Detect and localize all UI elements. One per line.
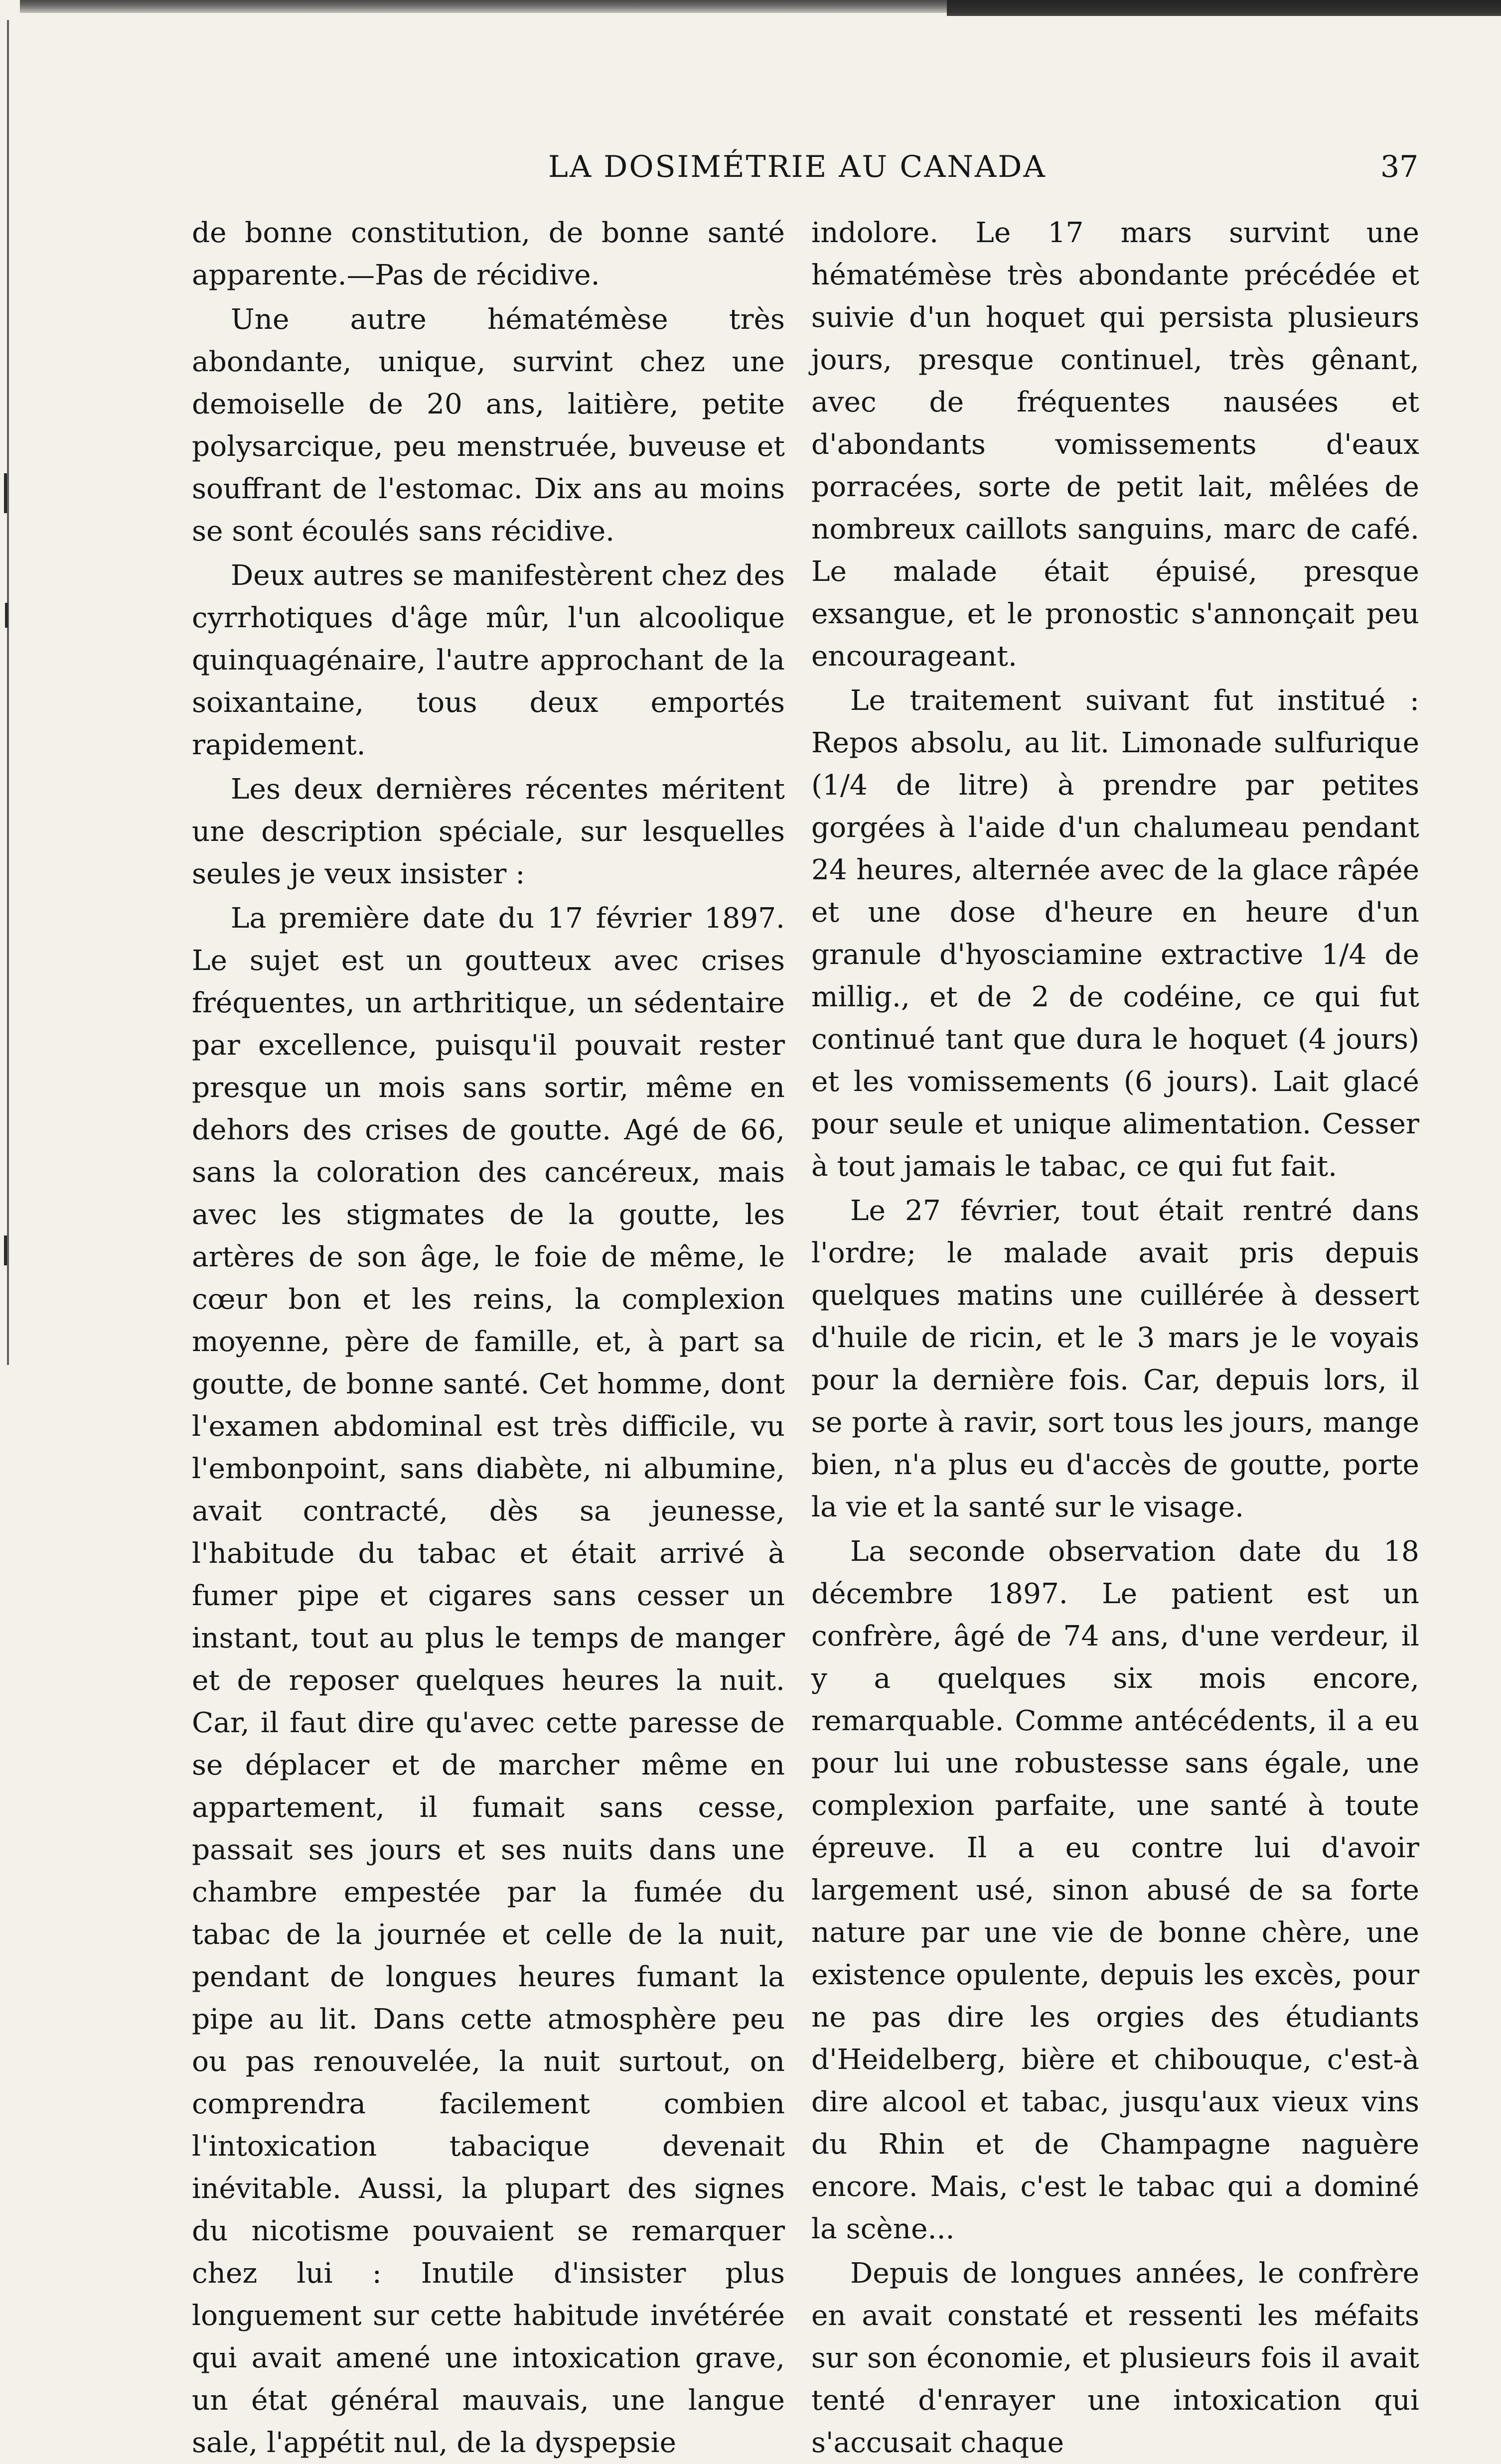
- left-column: [192, 212, 785, 2464]
- paragraph: Une autre hématémèse très abondante, unique, survint chez une demoiselle de 20 ans, laitière, petite polysarcique, peu menstruée, buveuse et souffrant de l'estomac. Dix ans au moins se sont écoulés sans récidive.: [192, 303, 785, 548]
- binding-mark: [4, 1235, 7, 1265]
- paragraph: Depuis de longues années, le confrère en avait constaté et ressenti les méfaits sur son économie, et plusieurs fois il avait tenté d'enrayer une intoxication qui s'accusait chaque: [811, 2257, 1419, 2459]
- paragraph: Le 27 février, tout était rentré dans l'ordre; le malade avait pris depuis quelques matins une cuillérée à dessert d'huile de ricin, et le 3 mars je le voyais pour la dernière fois. Car, depuis lors, il se porte à ravir, sort tous les jours, mange bien, n'a plus eu d'accès de goutte, porte la vie et la santé sur le visage.: [811, 1195, 1419, 1523]
- binding-mark: [5, 603, 8, 628]
- paragraph: La seconde observation date du 18 décembre 1897. Le patient est un confrère, âgé de 74 ans, d'une verdeur, il y a quelques six mois encore, remarquable. Comme antécédents, il a eu pour lui une robustesse sans égale, une complexion parfaite, une santé à toute épreuve. Il a eu contre lui d'avoir largement usé, sinon abusé de sa forte nature par une vie de bonne chère, une existence opulente, depuis les excès, pour ne pas dire les orgies des étudiants d'Heidelberg, bière et chibouque, c'est-à dire alcool et tabac, jusqu'aux vieux vins du Rhin et de Champagne naguère encore. Mais, c'est le tabac qui a dominé la scène...: [811, 1535, 1419, 2245]
- paragraph: Deux autres se manifestèrent chez des cyrrhotiques d'âge mûr, l'un alcoolique quinquagénaire, l'autre approchant de la soixantaine, tous deux emportés rapidement.: [192, 559, 785, 761]
- running-title: LA DOSIMÉTRIE AU CANADA: [548, 149, 1047, 184]
- paragraph: de bonne constitution, de bonne santé apparente.—Pas de récidive.: [192, 217, 785, 291]
- page-number: 37: [1380, 149, 1419, 184]
- binding-mark: [4, 473, 7, 513]
- paragraph: indolore. Le 17 mars survint une hématémèse très abondante précédée et suivie d'un hoquet qui persista plusieurs jours, presque continuel, très gênant, avec de fréquentes nausées et d'abondants vomissements d'eaux porracées, sorte de petit lait, mêlées de nombreux caillots sanguins, marc de café. Le malade était épuisé, presque exsangue, et le pronostic s'annonçait peu encourageant.: [811, 217, 1419, 673]
- scan-edge-dark: [947, 0, 1501, 16]
- right-column: [811, 212, 1419, 2464]
- paragraph: Le traitement suivant fut institué : Repos absolu, au lit. Limonade sulfurique (1/4 de litre) à prendre par petites gorgées à l'aide d'un chalumeau pendant 24 heures, alternée avec de la glace râpée et une dose d'heure en heure d'un granule d'hyosciamine extractive 1/4 de millig., et de 2 de codéine, ce qui fut continué tant que dura le hoquet (4 jours) et les vomissements (6 jours). Lait glacé pour seule et unique alimentation. Cesser à tout jamais le tabac, ce qui fut fait.: [811, 684, 1419, 1183]
- paragraph: Les deux dernières récentes méritent une description spéciale, sur lesquelles seules je veux insister :: [192, 773, 785, 890]
- binding-edge-line: [7, 20, 9, 1365]
- paragraph: La première date du 17 février 1897. Le sujet est un goutteux avec crises fréquentes, un arthritique, un sédentaire par excellence, puisqu'il pouvait rester presque un mois sans sortir, même en dehors des crises de goutte. Agé de 66, sans la coloration des cancéreux, mais avec les stigmates de la goutte, les artères de son âge, le foie de même, le cœur bon et les reins, la complexion moyenne, père de famille, et, à part sa goutte, de bonne santé. Cet homme, dont l'examen abdominal est très difficile, vu l'embonpoint, sans diabète, ni albumine, avait contracté, dès sa jeunesse, l'habitude du tabac et était arrivé à fumer pipe et cigares sans cesser un instant, tout au plus le temps de manger et de reposer quelques heures la nuit. Car, il faut dire qu'avec cette paresse de se déplacer et de marcher même en appartement, il fumait sans cesse, passait ses jours et ses nuits dans une chambre empestée par la fumée du tabac de la journée et celle de la nuit, pendant de longues heures fumant la pipe au lit. Dans cette atmosphère peu ou pas renouvelée, la nuit surtout, on comprendra facilement combien l'intoxication tabacique devenait inévitable. Aussi, la plupart des signes du nicotisme pouvaient se remarquer chez lui : Inutile d'insister plus longuement sur cette habitude invétérée qui avait amené une intoxication grave, un état général mauvais, une langue sale, l'appétit nul, de la dyspepsie: [192, 902, 785, 2459]
